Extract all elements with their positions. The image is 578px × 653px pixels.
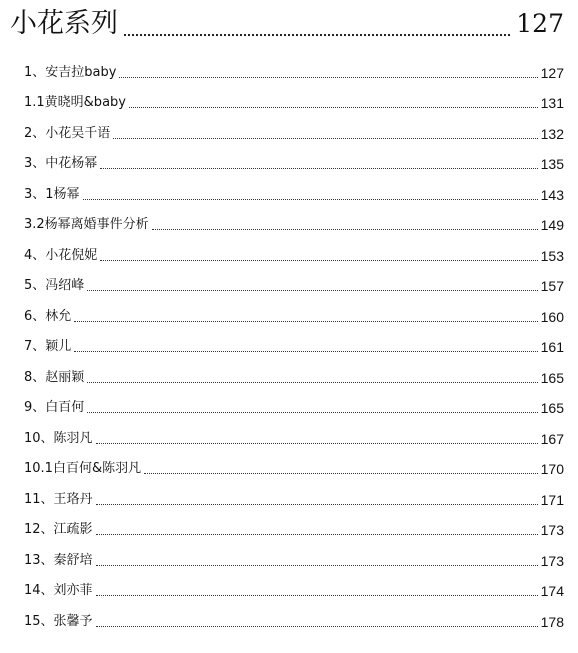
toc-entry[interactable] <box>24 234 564 265</box>
entry-page-number: 143 <box>540 186 564 203</box>
dot-leader <box>96 595 538 596</box>
toc-entry[interactable] <box>24 82 564 113</box>
entry-page-number: 157 <box>540 278 564 294</box>
dot-leader <box>96 626 538 627</box>
entry-label: 13、秦舒培 <box>24 552 93 568</box>
toc-entry[interactable] <box>24 570 564 601</box>
entry-label: 3、中花杨幂 <box>24 156 98 171</box>
toc-entry[interactable] <box>24 356 564 387</box>
entry-label: 8、赵丽颖 <box>24 369 85 385</box>
dot-leader <box>124 34 510 36</box>
entry-label: 6、林允 <box>24 308 72 324</box>
toc-entry[interactable] <box>24 600 564 631</box>
dot-leader <box>87 290 537 291</box>
dot-leader <box>144 473 538 474</box>
entry-page-number: 135 <box>540 156 564 172</box>
toc-entry[interactable] <box>24 478 564 509</box>
entry-label: 14、刘亦菲 <box>24 583 93 598</box>
entry-label: 1.1黄晓明&baby <box>24 95 126 110</box>
toc-entry[interactable] <box>24 509 564 540</box>
dot-leader <box>100 168 537 169</box>
toc-entry[interactable] <box>24 204 564 235</box>
entry-page-number: 132 <box>540 125 564 142</box>
dot-leader <box>87 382 537 383</box>
entry-label: 5、冯绍峰 <box>24 278 85 293</box>
entry-label: 9、白百何 <box>24 400 85 415</box>
toc-entry-list <box>24 51 564 653</box>
toc-entry[interactable] <box>24 326 564 357</box>
dot-leader <box>96 443 538 444</box>
dot-leader <box>74 321 537 322</box>
entry-label: 3.2杨幂离婚事件分析 <box>24 217 149 232</box>
toc-entry[interactable] <box>24 539 564 570</box>
entry-label: 10、陈羽凡 <box>24 430 93 446</box>
entry-page-number: 160 <box>540 308 564 325</box>
dot-leader <box>152 229 538 230</box>
dot-leader <box>87 412 537 413</box>
entry-page-number: 127 <box>540 64 564 81</box>
toc-entry[interactable] <box>24 112 564 143</box>
dot-leader <box>100 260 537 261</box>
entry-page-number: 165 <box>540 400 564 416</box>
entry-label: 3、1杨幂 <box>24 186 80 202</box>
entry-page-number: 131 <box>540 95 564 111</box>
entry-page-number: 173 <box>540 552 564 569</box>
toc-entry[interactable] <box>24 417 564 448</box>
entry-page-number: 174 <box>540 583 564 599</box>
entry-page-number: 153 <box>540 247 564 264</box>
section-page-number: 127 <box>516 9 564 38</box>
entry-label: 10.1白百何&陈羽凡 <box>24 461 142 476</box>
entry-label: 15、张馨予 <box>24 613 93 629</box>
dot-leader <box>96 534 538 535</box>
toc-entry[interactable] <box>24 448 564 479</box>
dot-leader <box>83 199 538 200</box>
toc-entry[interactable] <box>24 143 564 174</box>
toc-entry[interactable] <box>24 173 564 204</box>
dot-leader <box>113 138 537 139</box>
section-title: 小花系列 <box>10 8 118 39</box>
entry-label: 11、王珞丹 <box>24 491 93 507</box>
entry-page-number: 165 <box>540 369 564 386</box>
toc-entry[interactable] <box>24 387 564 418</box>
entry-page-number: 178 <box>540 613 564 630</box>
entry-page-number: 167 <box>540 430 564 447</box>
entry-label: 12、江疏影 <box>24 522 93 537</box>
toc-section-heading[interactable] <box>10 0 564 44</box>
entry-page-number: 171 <box>540 491 564 508</box>
dot-leader <box>96 565 538 566</box>
entry-page-number: 161 <box>540 339 564 355</box>
toc-entry[interactable] <box>24 265 564 296</box>
dot-leader <box>74 351 537 352</box>
entry-label: 1、安吉拉baby <box>24 64 117 80</box>
entry-page-number: 149 <box>540 217 564 233</box>
entry-page-number: 173 <box>540 522 564 538</box>
entry-label: 4、小花倪妮 <box>24 247 98 263</box>
dot-leader <box>129 107 538 108</box>
entry-page-number: 170 <box>540 461 564 477</box>
entry-label: 7、颖儿 <box>24 339 72 354</box>
entry-label: 2、小花吴千语 <box>24 125 111 141</box>
toc-entry[interactable] <box>24 295 564 326</box>
dot-leader <box>96 504 538 505</box>
toc-entry[interactable] <box>24 51 564 82</box>
dot-leader <box>119 77 537 78</box>
